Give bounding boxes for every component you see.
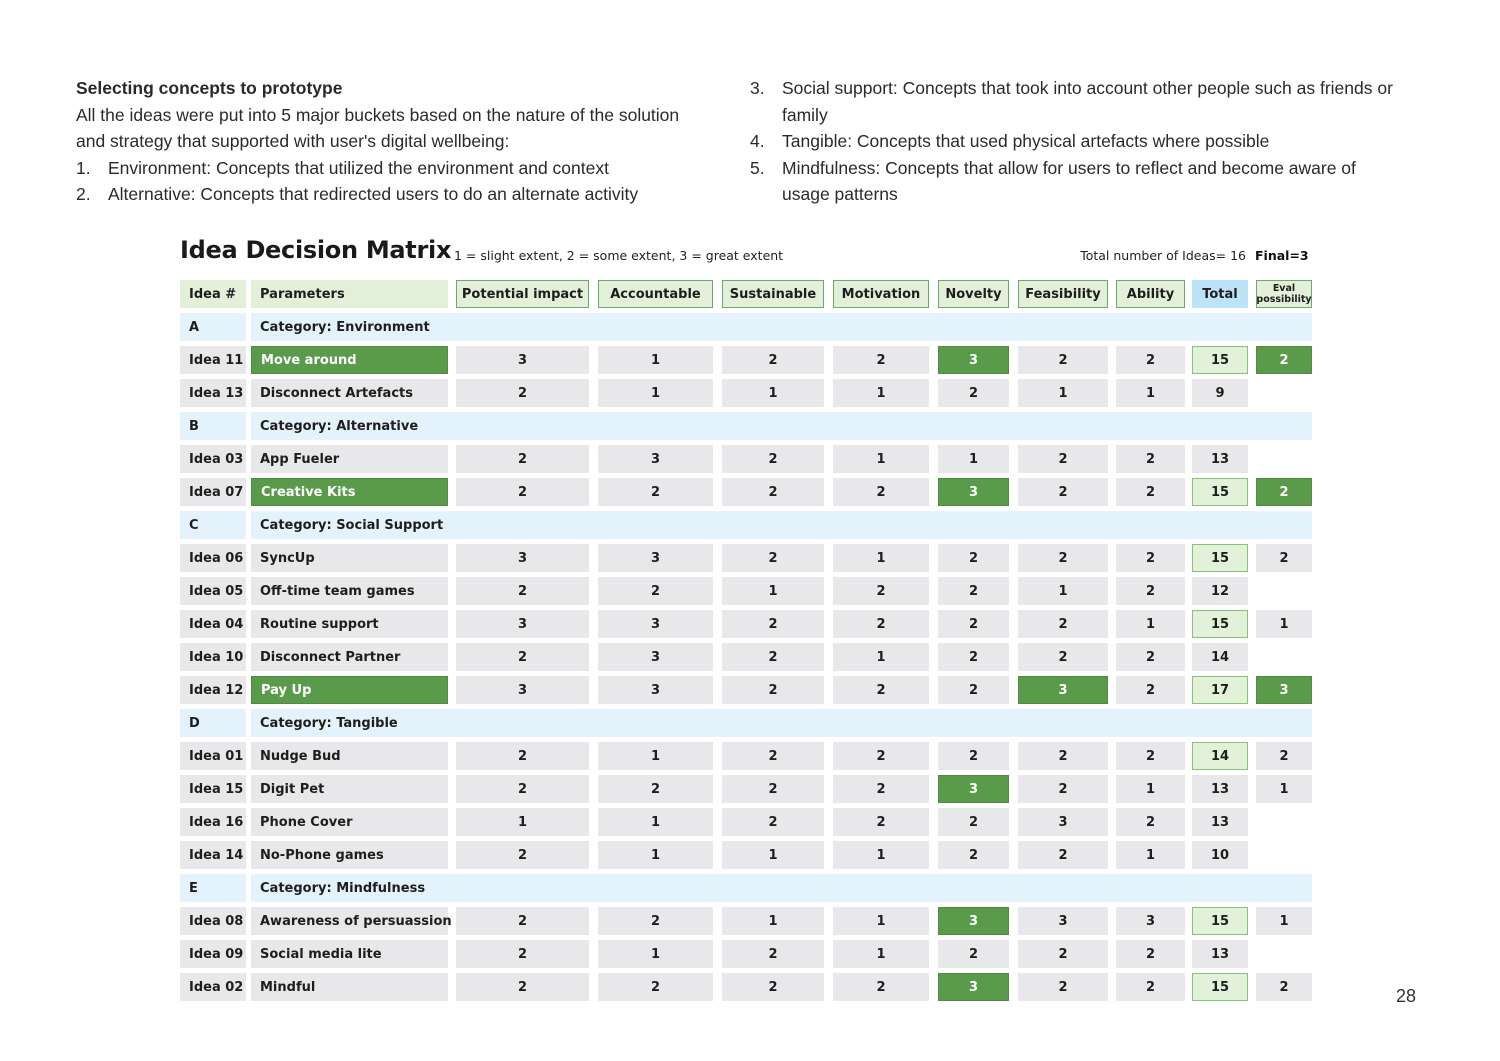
header-accountable: Accountable: [598, 280, 713, 308]
idea-name: Disconnect Artefacts: [251, 379, 448, 407]
category-letter: C: [180, 511, 246, 539]
header-sustainable: Sustainable: [722, 280, 824, 308]
score-cell: 2: [1018, 841, 1108, 869]
score-cell: 3: [1018, 808, 1108, 836]
header-potential-impact: Potential impact: [456, 280, 589, 308]
score-cell: 2: [833, 676, 929, 704]
score-cell: 2: [1018, 445, 1108, 473]
score-cell: 1: [1018, 379, 1108, 407]
score-cell: 3: [1018, 907, 1108, 935]
score-cell: 1: [833, 445, 929, 473]
total-cell-highlighted: 15: [1192, 610, 1248, 638]
score-cell: 1: [938, 445, 1009, 473]
score-cell: 2: [1116, 643, 1185, 671]
score-cell: 3: [456, 544, 589, 572]
score-cell: 1: [833, 907, 929, 935]
score-cell: 2: [938, 643, 1009, 671]
list-text: Alternative: Concepts that redirected users to do an alternate activity: [108, 184, 639, 205]
category-letter: B: [180, 412, 246, 440]
score-cell: 1: [722, 577, 824, 605]
eval-cell-final: 2: [1256, 346, 1312, 374]
score-cell: 2: [938, 379, 1009, 407]
eval-cell: 2: [1256, 973, 1312, 1001]
score-cell-top: 3: [938, 973, 1009, 1001]
score-cell: 2: [456, 775, 589, 803]
score-cell: 2: [938, 577, 1009, 605]
score-cell: 1: [598, 346, 713, 374]
idea-number: Idea 04: [180, 610, 246, 638]
score-cell: 2: [722, 742, 824, 770]
category-label: Category: Mindfulness: [251, 874, 1312, 902]
idea-number: Idea 02: [180, 973, 246, 1001]
total-cell-highlighted: 15: [1192, 478, 1248, 506]
score-cell: 2: [1018, 610, 1108, 638]
score-cell: 2: [1116, 478, 1185, 506]
total-cell: 13: [1192, 940, 1248, 968]
score-cell: 2: [1018, 346, 1108, 374]
score-cell: 2: [1018, 478, 1108, 506]
header-total: Total: [1192, 280, 1248, 308]
score-cell: 2: [598, 577, 713, 605]
eval-cell-final: 3: [1256, 676, 1312, 704]
header-parameters: Parameters: [251, 280, 448, 308]
idea-name-selected: Move around: [251, 346, 448, 374]
score-cell: 1: [833, 940, 929, 968]
category-label: Category: Alternative: [251, 412, 1312, 440]
idea-name: Nudge Bud: [251, 742, 448, 770]
list-number: 5.: [750, 157, 765, 178]
header-eval-line-2: possibility: [1256, 294, 1312, 305]
score-cell: 2: [1116, 940, 1185, 968]
matrix-title: Idea Decision Matrix: [180, 236, 452, 264]
score-cell: 2: [456, 742, 589, 770]
score-cell: 2: [1116, 544, 1185, 572]
list-text: Environment: Concepts that utilized the environment and context: [108, 157, 609, 178]
score-cell: 2: [1018, 643, 1108, 671]
intro-right-column: [750, 75, 1430, 208]
total-cell-highlighted: 15: [1192, 544, 1248, 572]
list-item: [76, 155, 736, 182]
score-cell: 2: [938, 808, 1009, 836]
score-cell: 1: [833, 841, 929, 869]
score-cell: 2: [722, 610, 824, 638]
total-cell-highlighted: 15: [1192, 346, 1248, 374]
score-cell: 2: [938, 841, 1009, 869]
eval-cell: 2: [1256, 742, 1312, 770]
list-number: 3.: [750, 78, 765, 98]
idea-number: Idea 05: [180, 577, 246, 605]
header-motivation: Motivation: [833, 280, 929, 308]
idea-name: Digit Pet: [251, 775, 448, 803]
scale-legend: 1 = slight extent, 2 = some extent, 3 = great extent: [454, 248, 784, 263]
eval-cell: 1: [1256, 907, 1312, 935]
score-cell: 2: [833, 478, 929, 506]
category-label: Category: Social Support: [251, 511, 1312, 539]
score-cell: 2: [1018, 775, 1108, 803]
score-cell: 1: [1116, 379, 1185, 407]
score-cell: 3: [598, 544, 713, 572]
header-eval-possibility: [1256, 280, 1312, 308]
score-cell: 1: [833, 379, 929, 407]
idea-number: Idea 03: [180, 445, 246, 473]
score-cell: 2: [1116, 973, 1185, 1001]
idea-name: Mindful: [251, 973, 448, 1001]
score-cell: 2: [598, 973, 713, 1001]
score-cell: 2: [456, 445, 589, 473]
idea-number: Idea 08: [180, 907, 246, 935]
score-cell: 2: [938, 742, 1009, 770]
score-cell: 2: [456, 478, 589, 506]
list-text: Tangible: Concepts that used physical artefacts where possible: [782, 131, 1270, 152]
list-text: Social support: Concepts that took into account other people such as friends or family: [782, 78, 1393, 125]
idea-number: Idea 09: [180, 940, 246, 968]
score-cell: 1: [833, 544, 929, 572]
list-item: [750, 75, 1430, 128]
score-cell-top: 3: [938, 775, 1009, 803]
score-cell: 2: [1116, 346, 1185, 374]
header-novelty: Novelty: [938, 280, 1009, 308]
total-cell: 9: [1192, 379, 1248, 407]
score-cell: 2: [456, 577, 589, 605]
idea-name-selected: Creative Kits: [251, 478, 448, 506]
eval-cell: 1: [1256, 610, 1312, 638]
idea-number: Idea 07: [180, 478, 246, 506]
idea-number: Idea 10: [180, 643, 246, 671]
score-cell: 2: [456, 379, 589, 407]
total-cell: 13: [1192, 445, 1248, 473]
idea-name: Phone Cover: [251, 808, 448, 836]
total-ideas-count: Total number of Ideas= 16: [1080, 248, 1246, 263]
score-cell: 1: [1116, 610, 1185, 638]
score-cell: 2: [938, 544, 1009, 572]
score-cell: 2: [722, 676, 824, 704]
intro-paragraph-line-1: All the ideas were put into 5 major buckets based on the nature of the solution: [76, 104, 680, 125]
score-cell: 1: [1116, 841, 1185, 869]
score-cell: 2: [722, 445, 824, 473]
idea-number: Idea 16: [180, 808, 246, 836]
idea-name: Routine support: [251, 610, 448, 638]
eval-cell: 2: [1256, 544, 1312, 572]
score-cell: 3: [456, 346, 589, 374]
score-cell: 2: [456, 841, 589, 869]
score-cell-top: 3: [938, 907, 1009, 935]
score-cell: 2: [833, 775, 929, 803]
score-cell: 2: [598, 907, 713, 935]
score-cell: 2: [722, 808, 824, 836]
score-cell: 2: [1018, 973, 1108, 1001]
score-cell: 1: [722, 841, 824, 869]
total-cell: 12: [1192, 577, 1248, 605]
score-cell: 2: [833, 742, 929, 770]
idea-number: Idea 01: [180, 742, 246, 770]
score-cell: 3: [598, 643, 713, 671]
score-cell: 1: [598, 742, 713, 770]
score-cell: 2: [1018, 742, 1108, 770]
total-cell: 13: [1192, 808, 1248, 836]
idea-name: Disconnect Partner: [251, 643, 448, 671]
score-cell: 2: [456, 643, 589, 671]
score-cell-top: 3: [938, 346, 1009, 374]
total-cell: 14: [1192, 643, 1248, 671]
score-cell: 2: [938, 940, 1009, 968]
score-cell: 3: [456, 610, 589, 638]
score-cell: 2: [598, 478, 713, 506]
score-cell: 3: [598, 445, 713, 473]
score-cell: 2: [833, 577, 929, 605]
score-cell: 2: [456, 973, 589, 1001]
score-cell: 1: [598, 808, 713, 836]
score-cell: 2: [722, 478, 824, 506]
score-cell: 3: [598, 610, 713, 638]
total-cell-highlighted: 14: [1192, 742, 1248, 770]
score-cell: 2: [1116, 577, 1185, 605]
score-cell: 1: [722, 907, 824, 935]
score-cell: 2: [938, 610, 1009, 638]
score-cell: 2: [1116, 676, 1185, 704]
category-letter: E: [180, 874, 246, 902]
idea-number: Idea 06: [180, 544, 246, 572]
final-count: Final=3: [1255, 248, 1309, 263]
score-cell: 2: [456, 940, 589, 968]
score-cell-top: 3: [938, 478, 1009, 506]
header-ability: Ability: [1116, 280, 1185, 308]
total-cell-highlighted: 15: [1192, 907, 1248, 935]
page-number: 28: [1396, 986, 1417, 1006]
idea-number: Idea 13: [180, 379, 246, 407]
score-cell: 3: [1116, 907, 1185, 935]
score-cell: 2: [1116, 445, 1185, 473]
section-heading: Selecting concepts to prototype: [76, 78, 343, 98]
score-cell: 2: [456, 907, 589, 935]
list-number: 1.: [76, 157, 91, 178]
idea-name: No-Phone games: [251, 841, 448, 869]
score-cell: 2: [722, 346, 824, 374]
score-cell: 3: [456, 676, 589, 704]
idea-name: SyncUp: [251, 544, 448, 572]
score-cell: 3: [598, 676, 713, 704]
list-item: [76, 181, 736, 208]
eval-cell-final: 2: [1256, 478, 1312, 506]
score-cell: 2: [722, 775, 824, 803]
header-eval-line-1: Eval: [1272, 283, 1296, 294]
category-label: Category: Tangible: [251, 709, 1312, 737]
score-cell: 2: [833, 610, 929, 638]
idea-number: Idea 14: [180, 841, 246, 869]
score-cell: 2: [833, 973, 929, 1001]
idea-name-selected: Pay Up: [251, 676, 448, 704]
score-cell: 2: [938, 676, 1009, 704]
score-cell: 1: [598, 940, 713, 968]
score-cell: 2: [722, 544, 824, 572]
total-cell-highlighted: 17: [1192, 676, 1248, 704]
score-cell: 2: [598, 775, 713, 803]
score-cell: 1: [456, 808, 589, 836]
eval-cell: 1: [1256, 775, 1312, 803]
category-letter: A: [180, 313, 246, 341]
score-cell: 1: [598, 841, 713, 869]
total-cell: 10: [1192, 841, 1248, 869]
score-cell: 2: [722, 940, 824, 968]
category-label: Category: Environment: [251, 313, 1312, 341]
idea-name: App Fueler: [251, 445, 448, 473]
idea-number: Idea 11: [180, 346, 246, 374]
score-cell: 1: [598, 379, 713, 407]
score-cell: 1: [722, 379, 824, 407]
idea-number: Idea 15: [180, 775, 246, 803]
list-item: [750, 128, 1430, 155]
idea-name: Awareness of persuassion: [251, 907, 448, 935]
score-cell: 2: [722, 643, 824, 671]
total-cell-highlighted: 15: [1192, 973, 1248, 1001]
list-number: 2.: [76, 184, 91, 205]
score-cell: 2: [1018, 940, 1108, 968]
idea-name: Off-time team games: [251, 577, 448, 605]
score-cell: 1: [1116, 775, 1185, 803]
intro-left-column: [76, 75, 736, 208]
total-cell: 13: [1192, 775, 1248, 803]
score-cell-top: 3: [1018, 676, 1108, 704]
idea-number: Idea 12: [180, 676, 246, 704]
header-idea-number: Idea #: [180, 280, 246, 308]
score-cell: 1: [833, 643, 929, 671]
score-cell: 2: [833, 808, 929, 836]
score-cell: 2: [1116, 808, 1185, 836]
idea-name: Social media lite: [251, 940, 448, 968]
score-cell: 2: [833, 346, 929, 374]
list-item: [750, 155, 1430, 208]
list-text: Mindfulness: Concepts that allow for users to reflect and become aware of usage patterns: [782, 157, 1356, 205]
list-number: 4.: [750, 131, 765, 152]
header-feasibility: Feasibility: [1018, 280, 1108, 308]
score-cell: 2: [722, 973, 824, 1001]
score-cell: 2: [1116, 742, 1185, 770]
intro-paragraph-line-2: and strategy that supported with user's digital wellbeing:: [76, 131, 510, 152]
score-cell: 2: [1018, 544, 1108, 572]
score-cell: 1: [1018, 577, 1108, 605]
category-letter: D: [180, 709, 246, 737]
